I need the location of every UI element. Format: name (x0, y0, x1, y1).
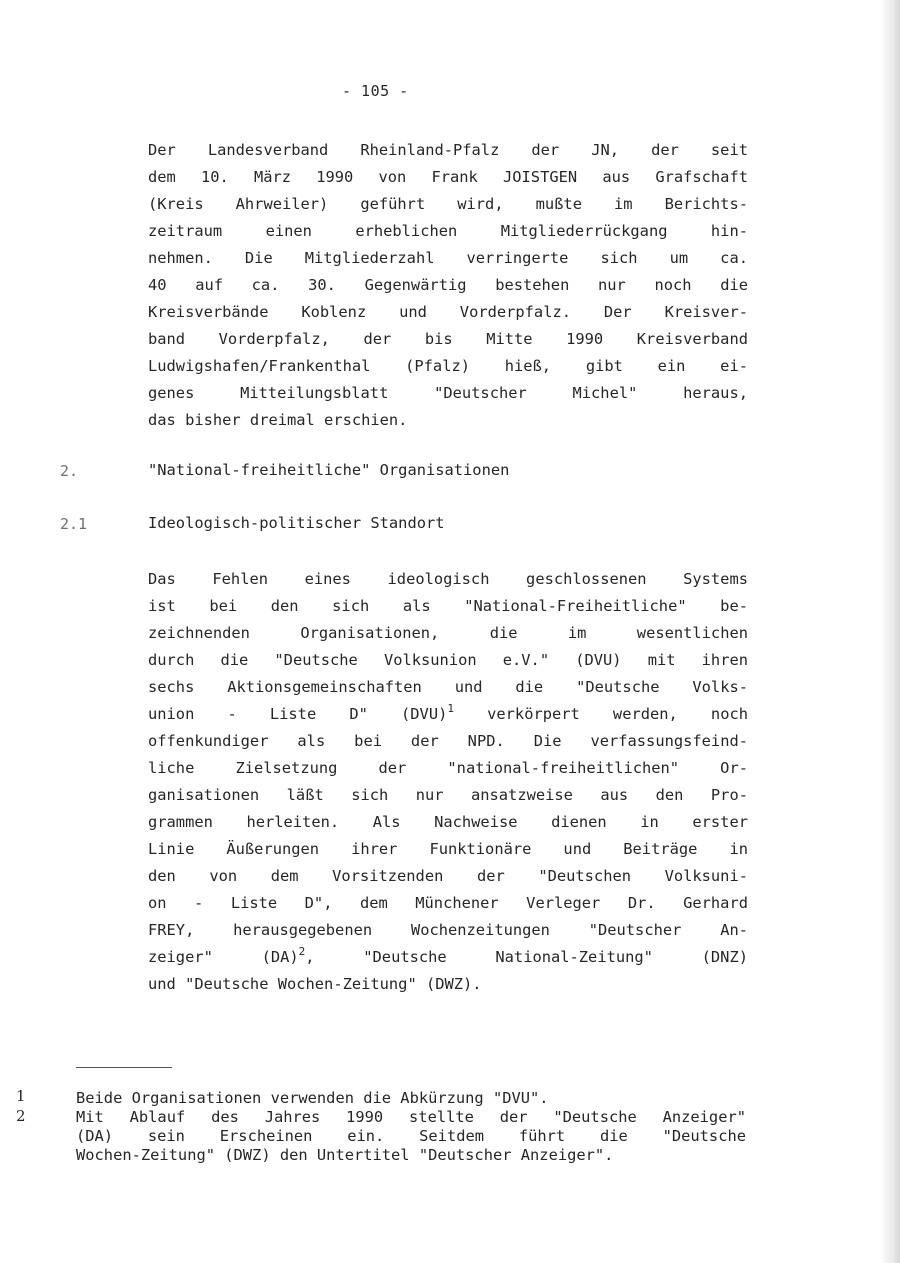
text-line (148, 946, 748, 968)
subsection-heading: Ideologisch-politischer Standort (148, 514, 445, 532)
page-number: - 105 - (342, 82, 409, 100)
text-line: zeitraum einen erheblichen Mitgliederrückgang hin- (148, 222, 748, 240)
text-span: , "Deutsche National-Zeitung" (DNZ) (305, 948, 748, 966)
text-line: und "Deutsche Wochen-Zeitung" (DWZ). (148, 975, 482, 993)
section-heading: "National-freiheitliche" Organisationen (148, 461, 510, 479)
text-line (148, 703, 748, 725)
text-line: offenkundiger als bei der NPD. Die verfassungsfeind- (148, 732, 748, 750)
text-line: FREY, herausgegebenen Wochenzeitungen "Deutscher An- (148, 921, 748, 939)
footnote-text-2-line: Wochen-Zeitung" (DWZ) den Untertitel "Deutscher Anzeiger". (76, 1146, 614, 1164)
text-line: zeichnenden Organisationen, die im wesentlichen (148, 624, 748, 642)
text-line: Linie Äußerungen ihrer Funktionäre und Beiträge in (148, 840, 748, 858)
footnote-ref-1: 1 (447, 703, 454, 715)
text-line: das bisher dreimal erschien. (148, 411, 408, 429)
footnote-separator (76, 1067, 172, 1068)
text-line: dem 10. März 1990 von Frank JOISTGEN aus Grafschaft (148, 168, 748, 186)
text-line: ganisationen läßt sich nur ansatzweise aus den Pro- (148, 786, 748, 804)
text-span: union - Liste D" (DVU) (148, 705, 448, 723)
footnote-number-1: 1 (16, 1087, 26, 1105)
text-line: band Vorderpfalz, der bis Mitte 1990 Kreisverband (148, 330, 748, 348)
footnote-text-2-line: (DA) sein Erscheinen ein. Seitdem führt die "Deutsche (76, 1127, 746, 1145)
footnote-ref-2: 2 (298, 946, 306, 958)
text-line: Der Landesverband Rheinland-Pfalz der JN, der seit (148, 141, 748, 159)
text-line: liche Zielsetzung der "national-freiheitlichen" Or- (148, 759, 748, 777)
footnote-text-2-line: Mit Ablauf des Jahres 1990 stellte der "Deutsche Anzeiger" (76, 1108, 746, 1126)
footnote-number-2: 2 (16, 1107, 26, 1125)
text-span: verkörpert werden, noch (453, 705, 748, 723)
text-line: Ludwigshafen/Frankenthal (Pfalz) hieß, gibt ein ei- (148, 357, 748, 375)
text-line: nehmen. Die Mitgliederzahl verringerte sich um ca. (148, 249, 748, 267)
text-line: (Kreis Ahrweiler) geführt wird, mußte im Berichts- (148, 195, 748, 213)
text-line: ist bei den sich als "National-Freiheitliche" be- (148, 597, 748, 615)
text-line: on - Liste D", dem Münchener Verleger Dr. Gerhard (148, 894, 748, 912)
text-line: sechs Aktionsgemeinschaften und die "Deutsche Volks- (148, 678, 748, 696)
section-number: 2. (60, 462, 79, 480)
text-line: Das Fehlen eines ideologisch geschlossenen Systems (148, 570, 748, 588)
text-line: grammen herleiten. Als Nachweise dienen in erster (148, 813, 748, 831)
text-line: genes Mitteilungsblatt "Deutscher Michel" heraus, (148, 384, 748, 402)
scan-shadow-edge (880, 0, 900, 1263)
text-line: 40 auf ca. 30. Gegenwärtig bestehen nur noch die (148, 276, 748, 294)
subsection-number: 2.1 (60, 515, 88, 533)
footnote-text-1: Beide Organisationen verwenden die Abkürzung "DVU". (76, 1089, 549, 1107)
text-line: durch die "Deutsche Volksunion e.V." (DVU) mit ihren (148, 651, 748, 669)
text-line: Kreisverbände Koblenz und Vorderpfalz. Der Kreisver- (148, 303, 748, 321)
text-span: zeiger" (DA) (148, 948, 299, 966)
text-line: den von dem Vorsitzenden der "Deutschen Volksuni- (148, 867, 748, 885)
